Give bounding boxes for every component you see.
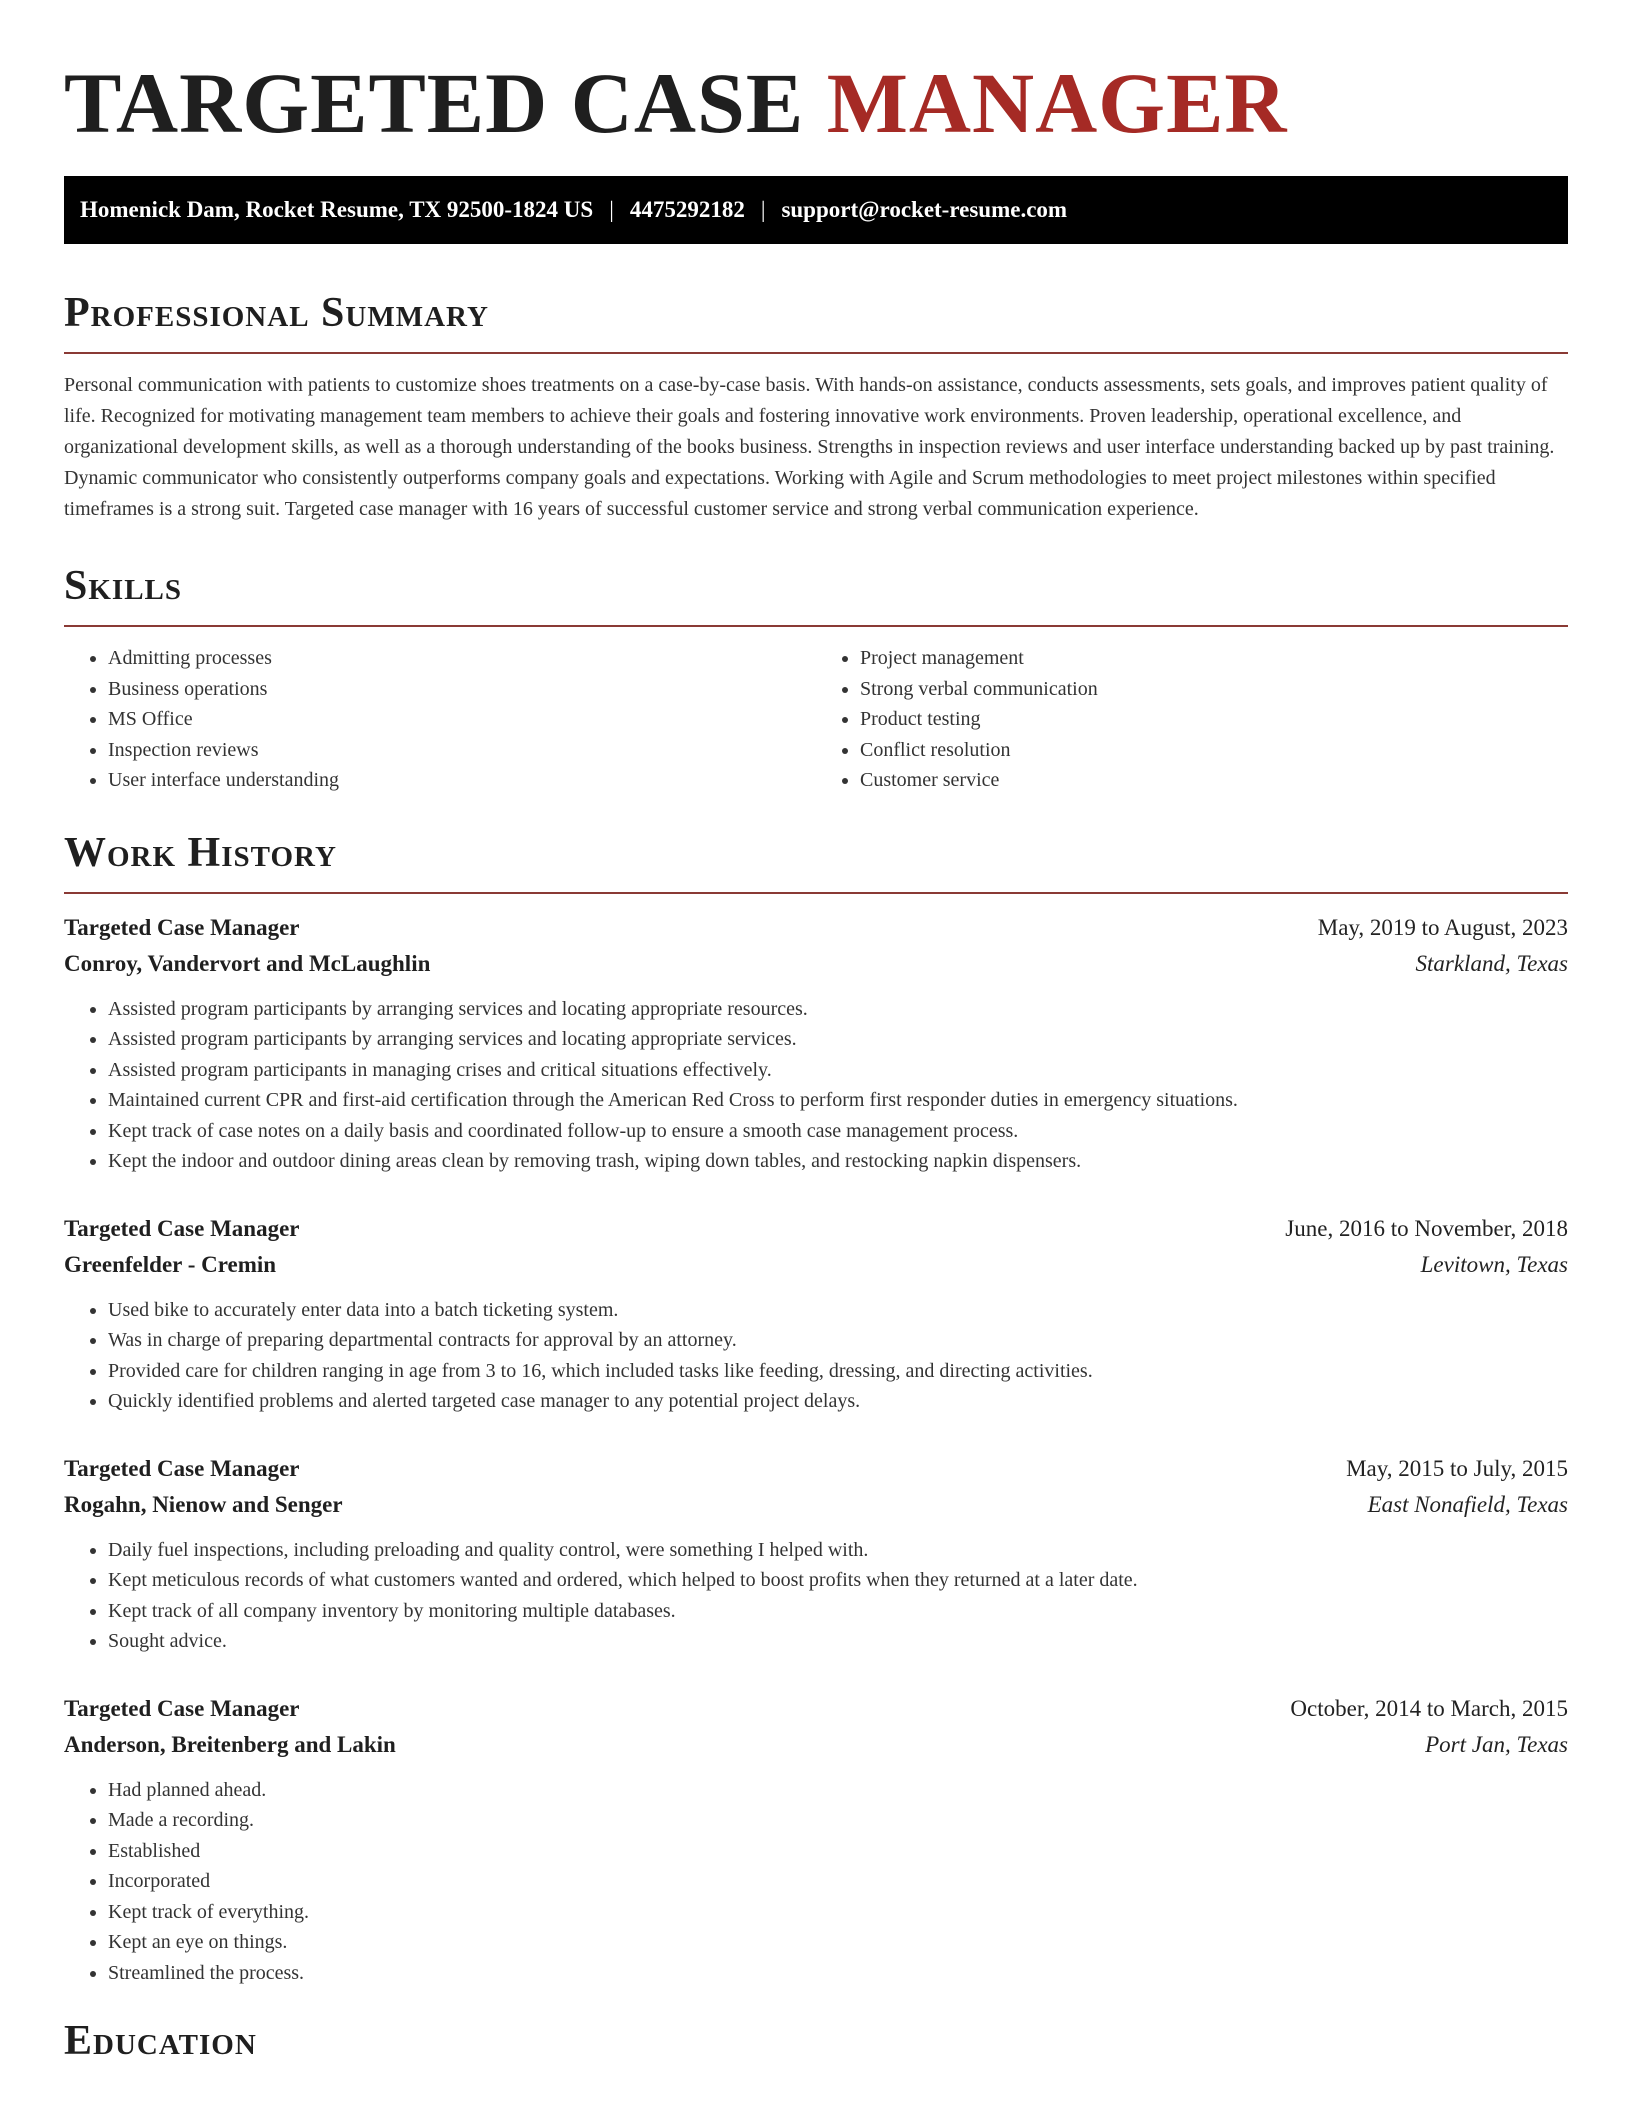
skills-heading: Skills: [64, 561, 1568, 627]
job-dates: June, 2016 to November, 2018: [1285, 1215, 1568, 1241]
skill-item: • Project management: [860, 643, 1568, 674]
job-bullets: [64, 994, 1568, 1177]
job-bullet: • Maintained current CPR and first-aid certification through the American Red Cross to perform first responder duties in emergency situations.: [108, 1085, 1568, 1116]
job-bullets: [64, 1775, 1568, 1989]
job-dates: October, 2014 to March, 2015: [1290, 1695, 1568, 1721]
title-accent: MANAGER: [826, 55, 1288, 151]
job-company-row: [64, 1727, 1568, 1763]
job-bullet: • Assisted program participants in managing crises and critical situations effectively.: [108, 1055, 1568, 1086]
job-bullet: • Kept an eye on things.: [108, 1927, 1568, 1958]
job-bullet: • Used bike to accurately enter data into a batch ticketing system.: [108, 1295, 1568, 1326]
job-bullet: • Quickly identified problems and alerted targeted case manager to any potential project delays.: [108, 1386, 1568, 1417]
job-bullet: • Kept track of case notes on a daily basis and coordinated follow-up to ensure a smooth case management process.: [108, 1116, 1568, 1147]
title-main: TARGETED CASE: [64, 55, 827, 151]
summary-section: [64, 288, 1568, 525]
skill-item: • Admitting processes: [108, 643, 816, 674]
job-bullet: • Had planned ahead.: [108, 1775, 1568, 1806]
job-bullet: • Made a recording.: [108, 1805, 1568, 1836]
job-header-row: [64, 1211, 1568, 1247]
summary-text: Personal communication with patients to customize shoes treatments on a case-by-case basis. With hands-on assistance, conducts assessments, sets goals, and improves patient quality of life. Recognized for motivating management team members to achieve their goals and fostering innovative work environments. Proven leadership, operational excellence, and organizational development skills, as well as a thorough understanding of the books business. Strengths in inspection reviews and user interface understanding backed up by past training. Dynamic communicator who consistently outperforms company goals and expectations. Working with Agile and Scrum methodologies to meet project milestones within specified timeframes is a strong suit. Targeted case manager with 16 years of successful customer service and strong verbal communication experience.: [64, 374, 1555, 520]
job-bullet: • Was in charge of preparing departmental contracts for approval by an attorney.: [108, 1325, 1568, 1356]
education-section: [64, 2016, 1568, 2080]
contact-bar: [64, 176, 1568, 244]
job-company: Greenfelder - Cremin: [64, 1251, 277, 1277]
skills-list-right: [816, 643, 1568, 796]
job-entry: [64, 1211, 1568, 1417]
job-title: Targeted Case Manager: [64, 1215, 300, 1241]
job-bullet: • Assisted program participants by arranging services and locating appropriate services.: [108, 1024, 1568, 1055]
job-bullet: • Streamlined the process.: [108, 1958, 1568, 1989]
job-bullet: • Kept track of everything.: [108, 1897, 1568, 1928]
job-company-row: [64, 1247, 1568, 1283]
skills-grid: [64, 643, 1568, 796]
summary-heading: Professional Summary: [64, 288, 1568, 354]
skill-item: • Product testing: [860, 704, 1568, 735]
job-company-row: [64, 946, 1568, 982]
job-bullet: • Kept track of all company inventory by monitoring multiple databases.: [108, 1596, 1568, 1627]
contact-email: support@rocket-resume.com: [781, 197, 1068, 222]
job-header-row: [64, 1691, 1568, 1727]
contact-phone: 4475292182: [629, 197, 745, 222]
skills-section: [64, 561, 1568, 796]
work-history-heading: Work History: [64, 828, 1568, 894]
job-header-row: [64, 910, 1568, 946]
job-bullet: • Sought advice.: [108, 1626, 1568, 1657]
job-company-row: [64, 1487, 1568, 1523]
resume-title: [64, 0, 1568, 151]
job-location: Port Jan, Texas: [1425, 1731, 1568, 1757]
skill-item: • MS Office: [108, 704, 816, 735]
job-company: Rogahn, Nienow and Senger: [64, 1491, 343, 1517]
skill-item: • Business operations: [108, 674, 816, 705]
skill-item: • User interface understanding: [108, 765, 816, 796]
job-title: Targeted Case Manager: [64, 1695, 300, 1721]
job-company: Anderson, Breitenberg and Lakin: [64, 1731, 396, 1757]
job-bullet: • Kept meticulous records of what customers wanted and ordered, which helped to boost profits when they returned at a later date.: [108, 1565, 1568, 1596]
contact-separator: |: [609, 197, 614, 222]
skill-item: • Conflict resolution: [860, 735, 1568, 766]
job-bullet: • Assisted program participants by arranging services and locating appropriate resources.: [108, 994, 1568, 1025]
skill-item: • Inspection reviews: [108, 735, 816, 766]
skill-item: • Strong verbal communication: [860, 674, 1568, 705]
skill-item: • Customer service: [860, 765, 1568, 796]
contact-address: Homenick Dam, Rocket Resume, TX 92500-1824 US: [80, 197, 594, 222]
job-title: Targeted Case Manager: [64, 914, 300, 940]
job-location: Levitown, Texas: [1420, 1251, 1568, 1277]
work-history-section: [64, 828, 1568, 1989]
job-location: East Nonafield, Texas: [1367, 1491, 1568, 1517]
job-entry: [64, 910, 1568, 1177]
job-entry: [64, 1451, 1568, 1657]
job-entry: [64, 1691, 1568, 1989]
job-bullet: • Established: [108, 1836, 1568, 1867]
education-heading: Education: [64, 2018, 257, 2064]
job-bullet: • Provided care for children ranging in age from 3 to 16, which included tasks like feeding, dressing, and directing activities.: [108, 1356, 1568, 1387]
skills-list-left: [64, 643, 816, 796]
job-bullets: [64, 1535, 1568, 1657]
job-company: Conroy, Vandervort and McLaughlin: [64, 950, 431, 976]
job-bullets: [64, 1295, 1568, 1417]
job-bullet: • Daily fuel inspections, including preloading and quality control, were something I helped with.: [108, 1535, 1568, 1566]
job-dates: May, 2019 to August, 2023: [1317, 914, 1568, 940]
job-location: Starkland, Texas: [1415, 950, 1568, 976]
job-bullet: • Kept the indoor and outdoor dining areas clean by removing trash, wiping down tables, and restocking napkin dispensers.: [108, 1146, 1568, 1177]
job-header-row: [64, 1451, 1568, 1487]
job-dates: May, 2015 to July, 2015: [1346, 1455, 1568, 1481]
job-title: Targeted Case Manager: [64, 1455, 300, 1481]
job-bullet: • Incorporated: [108, 1866, 1568, 1897]
contact-separator: |: [760, 197, 766, 222]
